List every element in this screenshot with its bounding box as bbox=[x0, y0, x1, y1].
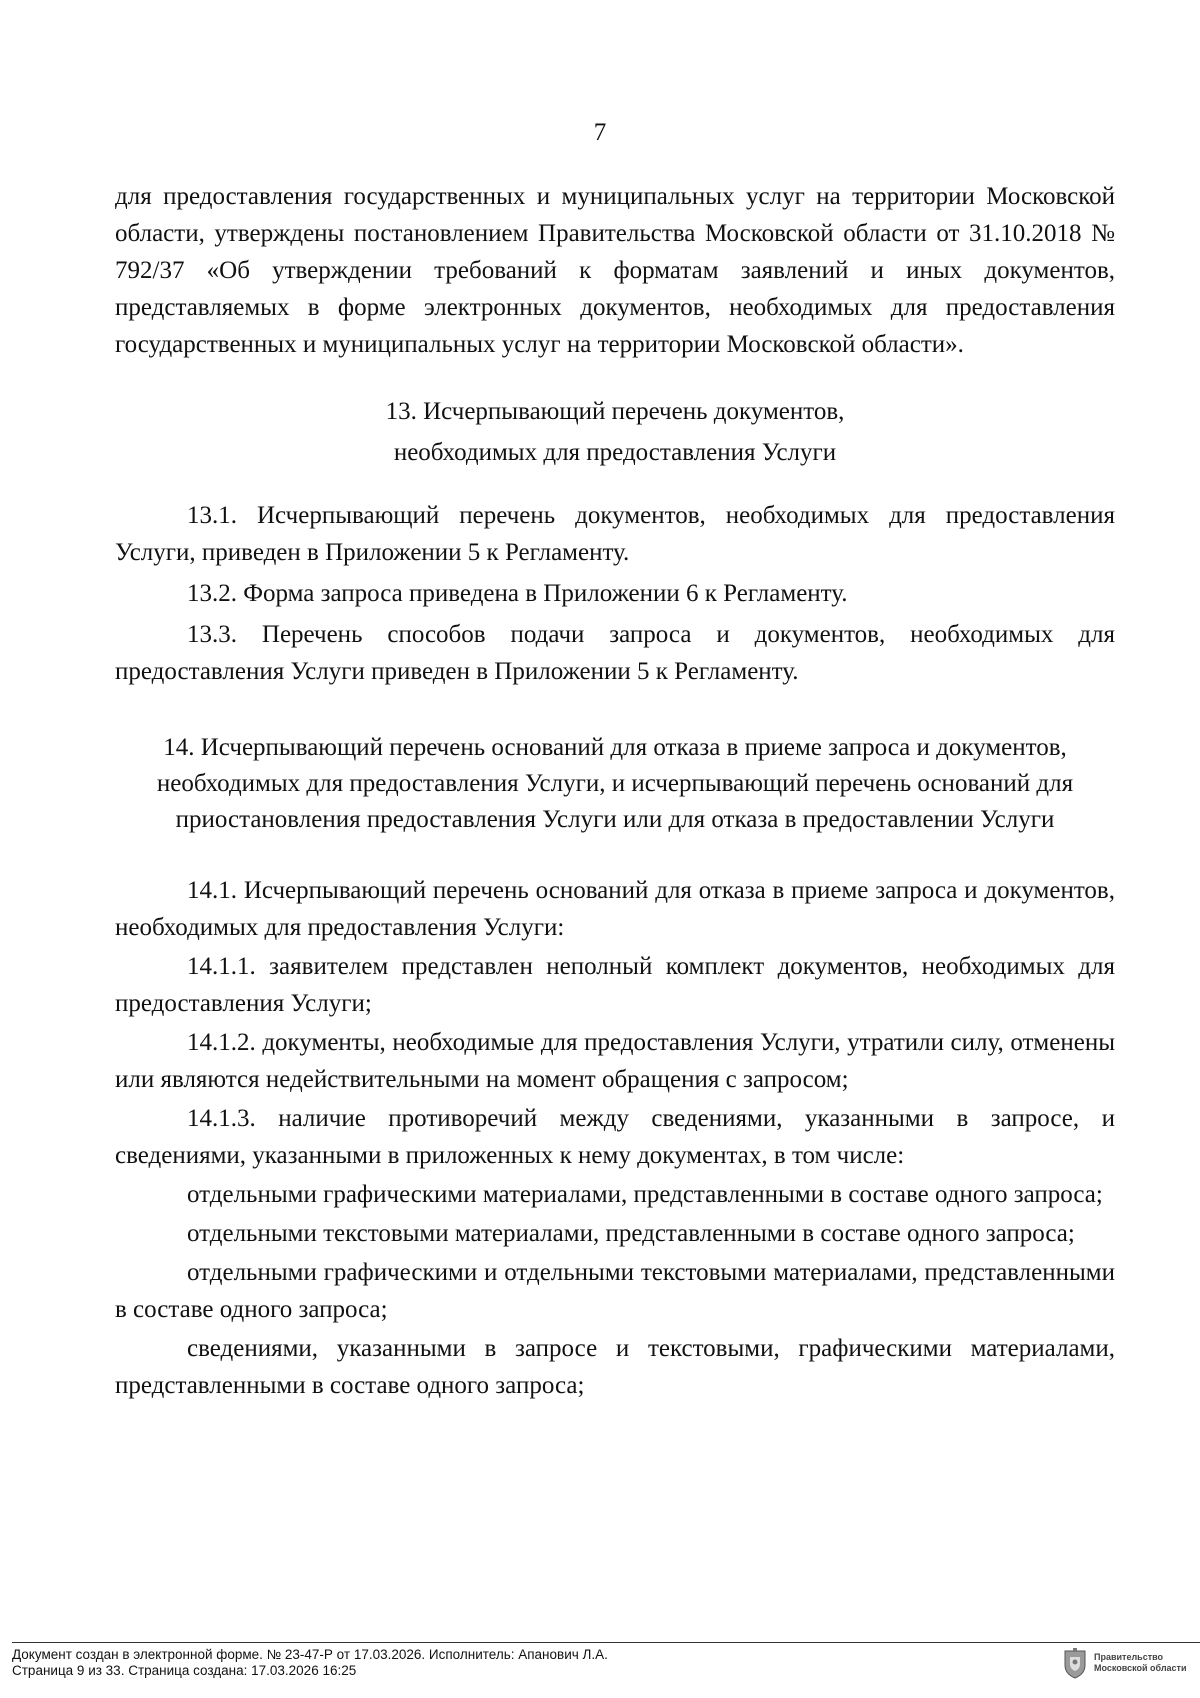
paragraph-14-1-2: 14.1.2. документы, необходимые для предоставления Услуги, утратили силу, отменены или являются недействительными на момент обращения с запросом; bbox=[115, 1029, 1115, 1093]
coat-of-arms-icon bbox=[1062, 1647, 1088, 1679]
intro-paragraph: для предоставления государственных и муниципальных услуг на территории Московской области, утверждены постановлением Правительства Московской области от 31.10.2018 № 792/37 «Об утверждении требований к форматам заявлений и иных документов, представляемых в форме электронных документов, необходимых для предоставления государственных и муниципальных услуг на территории Московской области». bbox=[115, 183, 1115, 358]
list-item: сведениями, указанными в запросе и текстовыми, графическими материалами, представленными в составе одного запроса; bbox=[115, 1335, 1115, 1399]
list-item: отдельными текстовыми материалами, представленными в составе одного запроса; bbox=[187, 1220, 1075, 1247]
paragraph-14-1-1: 14.1.1. заявителем представлен неполный комплект документов, необходимых для предоставления Услуги; bbox=[115, 953, 1115, 1017]
paragraph-13-3: 13.3. Перечень способов подачи запроса и документов, необходимых для предоставления Услуги приведен в Приложении 5 к Регламенту. bbox=[115, 621, 1115, 685]
document-body bbox=[115, 178, 1115, 1404]
logo-text bbox=[1094, 1652, 1187, 1674]
section-13-heading-line2: необходимых для предоставления Услуги bbox=[393, 439, 837, 466]
list-item: отдельными графическими материалами, представленными в составе одного запроса; bbox=[187, 1181, 1103, 1208]
section-13-heading-line1: 13. Исчерпывающий перечень документов, bbox=[385, 398, 845, 425]
logo-line1: Правительство bbox=[1094, 1652, 1164, 1662]
footer-info bbox=[12, 1647, 608, 1679]
paragraph-13-1: 13.1. Исчерпывающий перечень документов, необходимых для предоставления Услуги, приведен в Приложении 5 к Регламенту. bbox=[115, 502, 1115, 566]
paragraph-13-2: 13.2. Форма запроса приведена в Приложении 6 к Регламенту. bbox=[187, 580, 848, 607]
footer-document-line: Документ создан в электронной форме. № 23-47-Р от 17.03.2026. Исполнитель: Апанович Л.А. bbox=[12, 1647, 608, 1662]
section-14-heading: 14. Исчерпывающий перечень оснований для отказа в приеме запроса и документов, необходимых для предоставления Услуги, и исчерпывающий перечень оснований для приостановления предоставления Услуги или для отказа в предоставлении Услуги bbox=[156, 734, 1074, 833]
page-number: 7 bbox=[593, 119, 607, 146]
section-13-heading bbox=[115, 391, 1115, 473]
logo-line2: Московской области bbox=[1094, 1663, 1187, 1673]
paragraph-14-1-3: 14.1.3. наличие противоречий между сведениями, указанными в запросе, и сведениями, указанными в приложенных к нему документах, в том числе: bbox=[115, 1105, 1115, 1169]
footer-page-line: Страница 9 из 33. Страница создана: 17.03.2026 16:25 bbox=[12, 1663, 357, 1678]
paragraph-14-1: 14.1. Исчерпывающий перечень оснований для отказа в приеме запроса и документов, необходимых для предоставления Услуги: bbox=[115, 877, 1115, 941]
list-item: отдельными графическими и отдельными текстовыми материалами, представленными в составе одного запроса; bbox=[115, 1259, 1115, 1323]
footer-divider bbox=[12, 1642, 1200, 1643]
government-logo bbox=[1062, 1647, 1187, 1679]
